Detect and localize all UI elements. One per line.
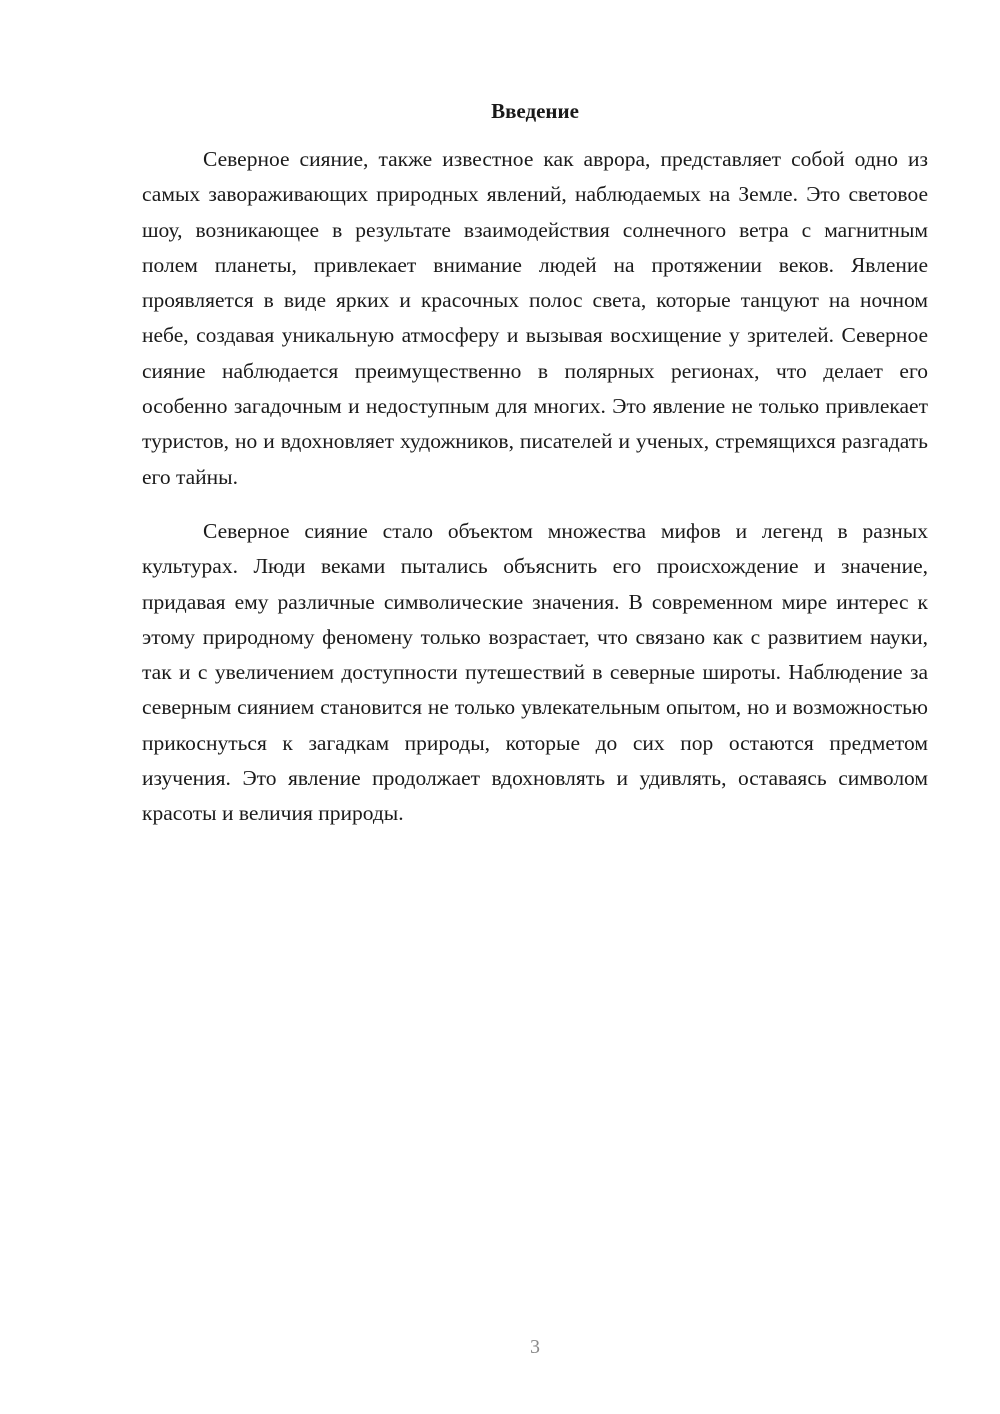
paragraph-2: Северное сияние стало объектом множества мифов и легенд в разных культурах. Люди веками пытались объяснить его происхождение и значение, придавая ему различные символические значения. В современном мире интерес к этому природному феномену только возрастает, что связано как с развитием науки, так и с увеличением доступности путешествий в северные широты. Наблюдение за северным сиянием становится не только увлекательным опытом, но и возможностью прикоснуться к загадкам природы, которые до сих пор остаются предметом изучения. Это явление продолжает вдохновлять и удивлять, оставаясь символом красоты и величия природы. xyxy=(142,518,928,826)
body-text xyxy=(142,142,928,832)
page-number: 3 xyxy=(530,1336,540,1358)
paragraph-1: Северное сияние, также известное как аврора, представляет собой одно из самых завораживающих природных явлений, наблюдаемых на Земле. Это световое шоу, возникающее в результате взаимодействия солнечного ветра с магнитным полем планеты, привлекает внимание людей на протяжении веков. Явление проявляется в виде ярких и красочных полос света, которые танцуют на ночном небе, создавая уникальную атмосферу и вызывая восхищение у зрителей. Северное сияние наблюдается преимущественно в полярных регионах, что делает его особенно загадочным и недоступным для многих. Это явление не только привлекает туристов, но и вдохновляет художников, писателей и ученых, стремящихся разгадать его тайны. xyxy=(142,147,928,489)
section-heading: Введение xyxy=(491,99,579,123)
